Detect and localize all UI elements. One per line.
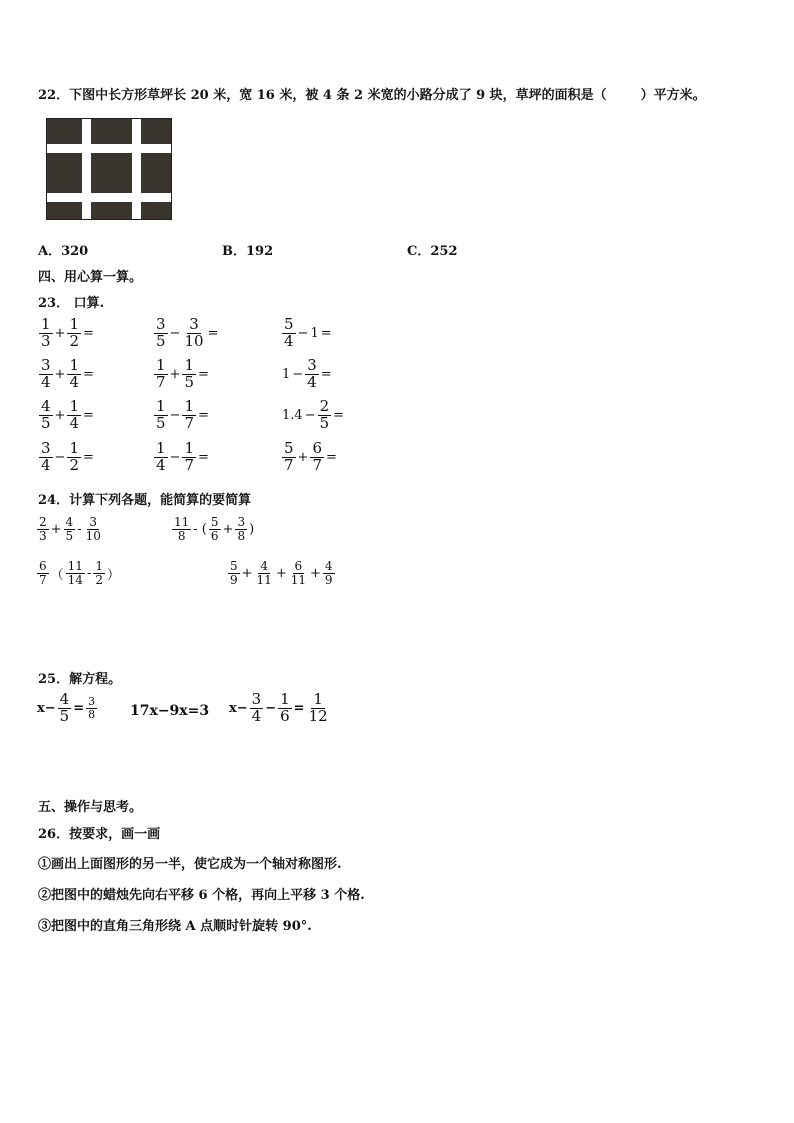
q22-text-end: ）平方米。 — [640, 88, 706, 103]
operator: + — [54, 325, 66, 341]
option-c-value: 252 — [430, 244, 458, 259]
equals-sign: = — [83, 407, 94, 423]
equals-sign: = — [83, 366, 94, 382]
fraction: $\frac{11}{14}$ — [67, 559, 83, 587]
q24-expression-4: $\frac{5}{9}$ + $\frac{4}{11}$ + $\frac{6}{11}$ + $\frac{4}{9}$ — [230, 559, 333, 587]
mental-math-item — [281, 358, 333, 391]
fraction: $\frac{4}{11}$ — [256, 559, 272, 587]
operator: − — [54, 449, 66, 465]
q24-title: 24．计算下列各题，能简算的要简算 — [38, 493, 252, 508]
fraction: $\frac{3}{8}$ — [237, 515, 246, 543]
q26-title: 26．按要求，画一画 — [38, 827, 161, 842]
equals-sign: = — [83, 325, 94, 341]
fraction: $\frac{5}{4}$ — [284, 315, 294, 350]
option-b-label: B． — [222, 244, 246, 259]
mental-math-item — [38, 358, 95, 391]
equals-sign: = — [83, 449, 94, 465]
equals-sign: = — [198, 366, 209, 382]
option-c — [407, 240, 458, 259]
fraction: $\frac{1}{12}$ — [308, 690, 328, 725]
mental-math-item — [153, 317, 219, 350]
operator: − — [297, 325, 309, 341]
fraction: $\frac{5}{7}$ — [284, 439, 294, 474]
fraction: $\frac{1}{6}$ — [280, 690, 290, 725]
path-vertical-2 — [132, 118, 141, 220]
fraction: $\frac{4}{5}$ — [59, 690, 70, 725]
operator: + — [297, 449, 309, 465]
mental-math-item — [153, 399, 210, 432]
mental-math-item — [38, 441, 95, 474]
fraction: $\frac{1}{7}$ — [184, 439, 194, 474]
equation-3: x− $\frac{3}{4}$ − $\frac{1}{6}$ = $\frac{1}{12}$ — [229, 690, 328, 725]
fraction: $\frac{1}{5}$ — [184, 356, 194, 391]
operator: + — [54, 407, 66, 423]
fraction: $\frac{6}{11}$ — [290, 559, 307, 587]
fraction: $\frac{6}{7}$ — [39, 559, 47, 587]
fraction: $\frac{1}{4}$ — [69, 397, 79, 432]
option-a-label: A． — [38, 244, 62, 259]
mental-math-item — [281, 399, 345, 432]
fraction: $\frac{3}{5}$ — [156, 315, 166, 350]
fraction: $\frac{1}{2}$ — [95, 559, 103, 587]
equals-sign: = — [326, 449, 337, 465]
q24-expression-1: $\frac{2}{3}$ + $\frac{4}{5}$ - $\frac{3}{10}$ — [39, 515, 101, 543]
option-a — [38, 240, 88, 259]
fraction: $\frac{1}{2}$ — [69, 439, 79, 474]
q26-item-2: ②把图中的蜡烛先向右平移 6 个格，再向上平移 3 个格. — [38, 888, 365, 903]
fraction: $\frac{1}{7}$ — [184, 397, 194, 432]
fraction: $\frac{4}{5}$ — [41, 397, 51, 432]
q23-title: 23． 口算. — [38, 296, 105, 311]
q25-title: 25．解方程。 — [38, 672, 122, 687]
q26-item-1: ①画出上面图形的另一半，使它成为一个轴对称图形. — [38, 857, 342, 872]
number: 1.4 — [282, 407, 303, 423]
equation-1: x− $\frac{4}{5}$ = $\frac{3}{8}$ — [37, 690, 96, 725]
q22-text: 下图中长方形草坪长 20 米，宽 16 米，被 4 条 2 米宽的小路分成了 9 块，草坪的面积是（ — [69, 88, 607, 103]
question-22 — [38, 84, 706, 103]
path-horizontal-2 — [46, 193, 172, 202]
mental-math-item — [38, 399, 95, 432]
fraction: $\frac{2}{5}$ — [319, 397, 330, 432]
mental-math-item — [281, 317, 333, 350]
fraction: $\frac{2}{3}$ — [39, 515, 47, 543]
fraction: $\frac{1}{4}$ — [156, 439, 166, 474]
q24-expression-2: $\frac{11}{8}$ - ( $\frac{5}{6}$ + $\frac{3}{8}$ ) — [174, 515, 255, 543]
option-a-value: 320 — [61, 244, 89, 259]
operator: − — [292, 366, 304, 382]
number: 1 — [310, 325, 319, 341]
operator: + — [54, 366, 66, 382]
mental-math-item — [153, 441, 210, 474]
fraction: $\frac{1}{5}$ — [156, 397, 166, 432]
equals-sign: = — [320, 325, 332, 341]
fraction: $\frac{3}{4}$ — [307, 356, 317, 391]
equals-sign: = — [320, 366, 332, 382]
path-horizontal-1 — [46, 144, 172, 153]
section-5-title: 五、操作与思考。 — [38, 800, 143, 815]
fraction: $\frac{1}{3}$ — [41, 315, 51, 350]
fraction: $\frac{5}{6}$ — [210, 515, 219, 543]
fraction: $\frac{3}{8}$ — [88, 695, 96, 721]
fraction: $\frac{4}{5}$ — [65, 515, 74, 543]
option-b — [222, 240, 273, 259]
q26-item-3: ③把图中的直角三角形绕 A 点顺时针旋转 90°. — [38, 919, 312, 934]
fraction: $\frac{3}{4}$ — [41, 439, 51, 474]
fraction: $\frac{1}{4}$ — [69, 356, 79, 391]
q24-expression-3: $\frac{6}{7}$ （ $\frac{11}{14}$ - $\frac{1}{2}$ ） — [39, 559, 120, 587]
number: 1 — [282, 366, 291, 382]
fraction: $\frac{4}{9}$ — [324, 559, 333, 587]
path-vertical-1 — [82, 118, 91, 220]
fraction: $\frac{1}{7}$ — [156, 356, 166, 391]
mental-math-item — [38, 317, 95, 350]
lawn-diagram — [46, 118, 172, 220]
equals-sign: = — [198, 449, 209, 465]
fraction: $\frac{6}{7}$ — [312, 439, 322, 474]
operator: − — [304, 407, 316, 423]
fraction: $\frac{3}{10}$ — [184, 315, 204, 350]
section-4-title: 四、用心算一算。 — [38, 270, 143, 285]
operator: − — [169, 407, 181, 423]
fraction: $\frac{3}{10}$ — [85, 515, 101, 543]
mental-math-item — [153, 358, 210, 391]
option-c-label: C． — [407, 244, 431, 259]
equation-2: 17x−9x=3 — [130, 703, 210, 719]
option-b-value: 192 — [246, 244, 274, 259]
fraction: $\frac{3}{4}$ — [251, 690, 262, 725]
equals-sign: = — [198, 407, 209, 423]
operator: + — [169, 366, 181, 382]
operator: − — [169, 325, 181, 341]
q22-number: 22． — [38, 88, 70, 103]
mental-math-item — [281, 441, 338, 474]
fraction: $\frac{11}{8}$ — [174, 515, 190, 543]
fraction: $\frac{1}{2}$ — [69, 315, 79, 350]
equals-sign: = — [333, 407, 345, 423]
equals-sign: = — [207, 325, 219, 341]
operator: − — [169, 449, 181, 465]
lawn-rect — [46, 118, 172, 220]
fraction: $\frac{3}{4}$ — [41, 356, 51, 391]
fraction: $\frac{5}{9}$ — [230, 559, 238, 587]
